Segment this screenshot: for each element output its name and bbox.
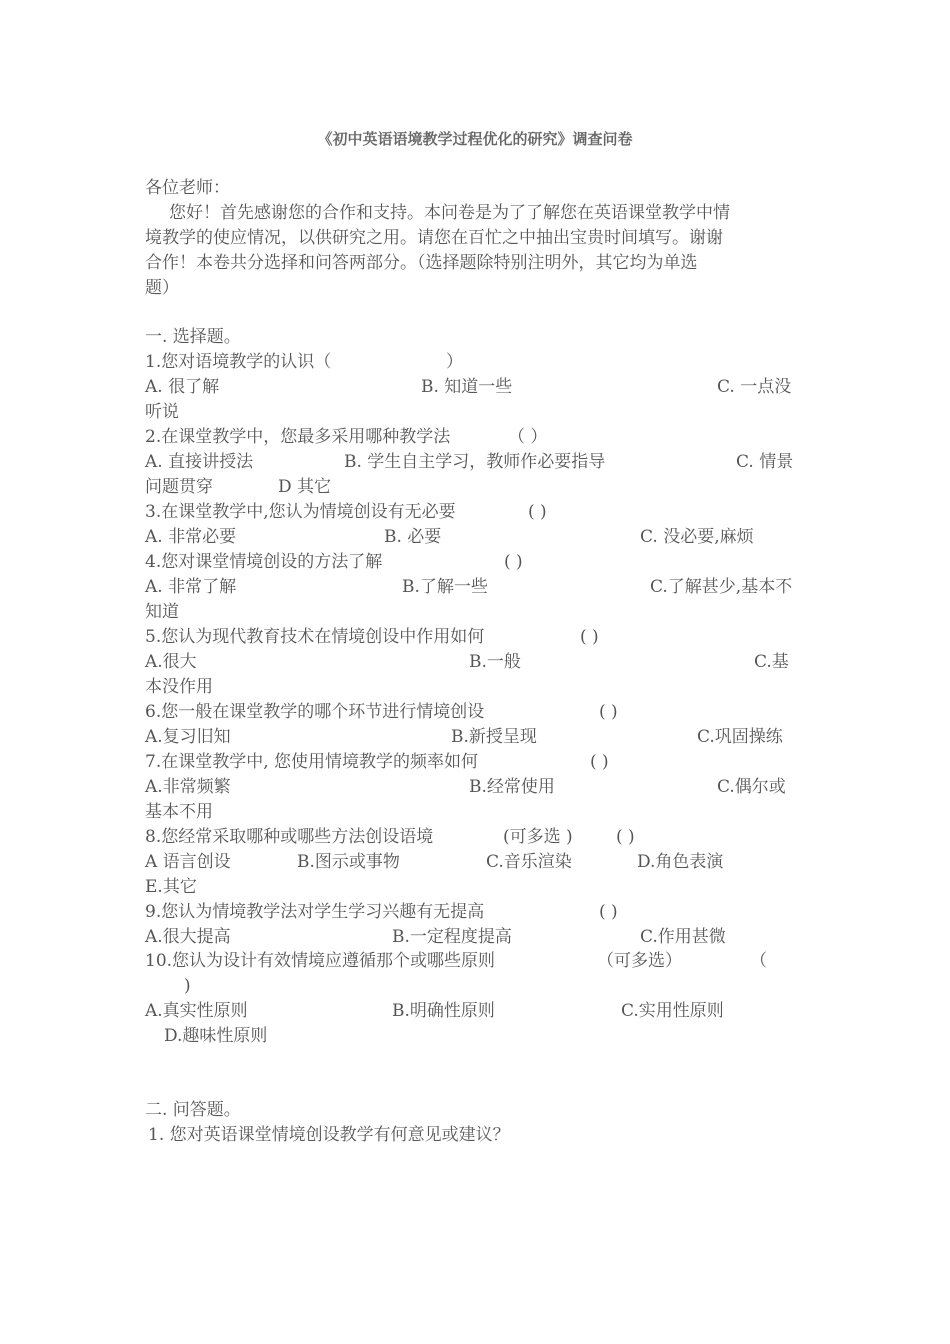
- q6-stem: 6.您一般在课堂教学的哪个环节进行情境创设: [145, 702, 485, 722]
- intro-line-4: 题）: [145, 278, 179, 298]
- q9-stem: 9.您认为情境教学法对学生学习兴趣有无提高: [145, 902, 485, 922]
- q4-option-c-cont: 知道: [145, 602, 179, 622]
- q8-option-b[interactable]: B.图示或事物: [297, 852, 400, 872]
- q10-note: （可多选）: [597, 951, 682, 971]
- q7-blank[interactable]: ( ): [590, 752, 609, 772]
- intro-line-2: 境教学的使应情况，以供研究之用。请您在百忙之中抽出宝贵时间填写。谢谢: [145, 228, 723, 248]
- q3-option-b[interactable]: B. 必要: [384, 527, 442, 547]
- q9-blank[interactable]: ( ): [599, 902, 618, 922]
- q8-option-d[interactable]: D.角色表演: [637, 852, 724, 872]
- q5-option-c-cont: 本没作用: [145, 677, 213, 697]
- q10-blank-start[interactable]: （: [750, 951, 767, 971]
- q2-option-c[interactable]: C. 情景: [736, 452, 794, 472]
- q2-blank[interactable]: （ ）: [508, 427, 548, 447]
- q1-option-b[interactable]: B. 知道一些: [421, 377, 513, 397]
- q10-option-c[interactable]: C.实用性原则: [621, 1001, 724, 1021]
- q10-option-a[interactable]: A.真实性原则: [145, 1001, 248, 1021]
- q8-option-a[interactable]: A 语言创设: [145, 852, 231, 872]
- q7-option-c[interactable]: C.偶尔或: [717, 777, 786, 797]
- q5-option-c[interactable]: C.基: [754, 652, 789, 672]
- q8-option-e[interactable]: E.其它: [145, 877, 197, 897]
- q10-option-d[interactable]: D.趣味性原则: [164, 1026, 268, 1046]
- q6-option-c[interactable]: C.巩固操练: [697, 727, 783, 747]
- q5-option-a[interactable]: A.很大: [145, 652, 197, 672]
- q2-option-b[interactable]: B. 学生自主学习，教师作必要指导: [344, 452, 606, 472]
- q2-option-a[interactable]: A. 直接讲授法: [145, 452, 254, 472]
- q7-stem: 7.在课堂教学中, 您使用情境教学的频率如何: [145, 752, 479, 772]
- document-title: 《初中英语语境教学过程优化的研究》调查问卷: [317, 130, 633, 148]
- q5-stem: 5.您认为现代教育技术在情境创设中作用如何: [145, 627, 485, 647]
- q7-option-b[interactable]: B.经常使用: [469, 777, 555, 797]
- q6-option-b[interactable]: B.新授呈现: [451, 727, 537, 747]
- q8-blank[interactable]: ( ): [616, 827, 635, 847]
- section-2-heading: 二. 问答题。: [145, 1100, 241, 1120]
- q8-option-c[interactable]: C.音乐渲染: [486, 852, 572, 872]
- q1-option-c-cont: 听说: [145, 402, 179, 422]
- q1-stem: 1.您对语境教学的认识（: [145, 352, 332, 372]
- q4-option-b[interactable]: B.了解一些: [402, 577, 488, 597]
- q10-option-b[interactable]: B.明确性原则: [392, 1001, 495, 1021]
- q1-option-c[interactable]: C. 一点没: [717, 377, 792, 397]
- q2-option-c-cont: 问题贯穿: [145, 477, 213, 497]
- q8-stem: 8.您经常采取哪种或哪些方法创设语境: [145, 827, 434, 847]
- section-1-heading: 一. 选择题。: [145, 327, 241, 347]
- q6-blank[interactable]: ( ): [599, 702, 618, 722]
- q4-blank[interactable]: ( ): [504, 552, 523, 572]
- q9-option-a[interactable]: A.很大提高: [145, 927, 231, 947]
- greeting: 各位老师：: [145, 178, 230, 198]
- q3-option-a[interactable]: A. 非常必要: [145, 527, 237, 547]
- q4-stem: 4.您对课堂情境创设的方法了解: [145, 552, 383, 572]
- q9-option-c[interactable]: C.作用甚微: [640, 927, 726, 947]
- q2-option-d[interactable]: D 其它: [278, 477, 332, 497]
- q3-stem: 3.在课堂教学中,您认为情境创设有无必要: [145, 502, 456, 522]
- q6-option-a[interactable]: A.复习旧知: [145, 727, 231, 747]
- q5-option-b[interactable]: B.一般: [469, 652, 521, 672]
- q2-stem-text: 2.在课堂教学中，您最多采用哪种教学法: [145, 427, 451, 447]
- q7-option-a[interactable]: A.非常频繁: [145, 777, 231, 797]
- q1-option-a[interactable]: A. 很了解: [145, 377, 220, 397]
- q8-note: (可多选 ): [503, 827, 573, 847]
- q10-stem: 10.您认为设计有效情境应遵循那个或哪些原则: [145, 951, 496, 971]
- intro-line-3: 合作！本卷共分选择和问答两部分。（选择题除特别注明外，其它均为单选: [145, 253, 698, 273]
- q3-blank[interactable]: ( ): [528, 502, 547, 522]
- q4-option-a[interactable]: A. 非常了解: [145, 577, 237, 597]
- q10-blank-end[interactable]: ): [184, 976, 191, 996]
- q3-option-c[interactable]: C. 没必要,麻烦: [640, 527, 754, 547]
- intro-line-1: 您好！首先感谢您的合作和支持。本问卷是为了了解您在英语课堂教学中情: [169, 203, 730, 223]
- q9-option-b[interactable]: B.一定程度提高: [392, 927, 512, 947]
- essay-question-1: 1. 您对英语课堂情境创设教学有何意见或建议？: [148, 1125, 510, 1145]
- q1-blank[interactable]: ）: [446, 352, 463, 372]
- q7-option-c-cont: 基本不用: [145, 802, 213, 822]
- q4-option-c[interactable]: C.了解甚少,基本不: [650, 577, 793, 597]
- q5-blank[interactable]: ( ): [580, 627, 599, 647]
